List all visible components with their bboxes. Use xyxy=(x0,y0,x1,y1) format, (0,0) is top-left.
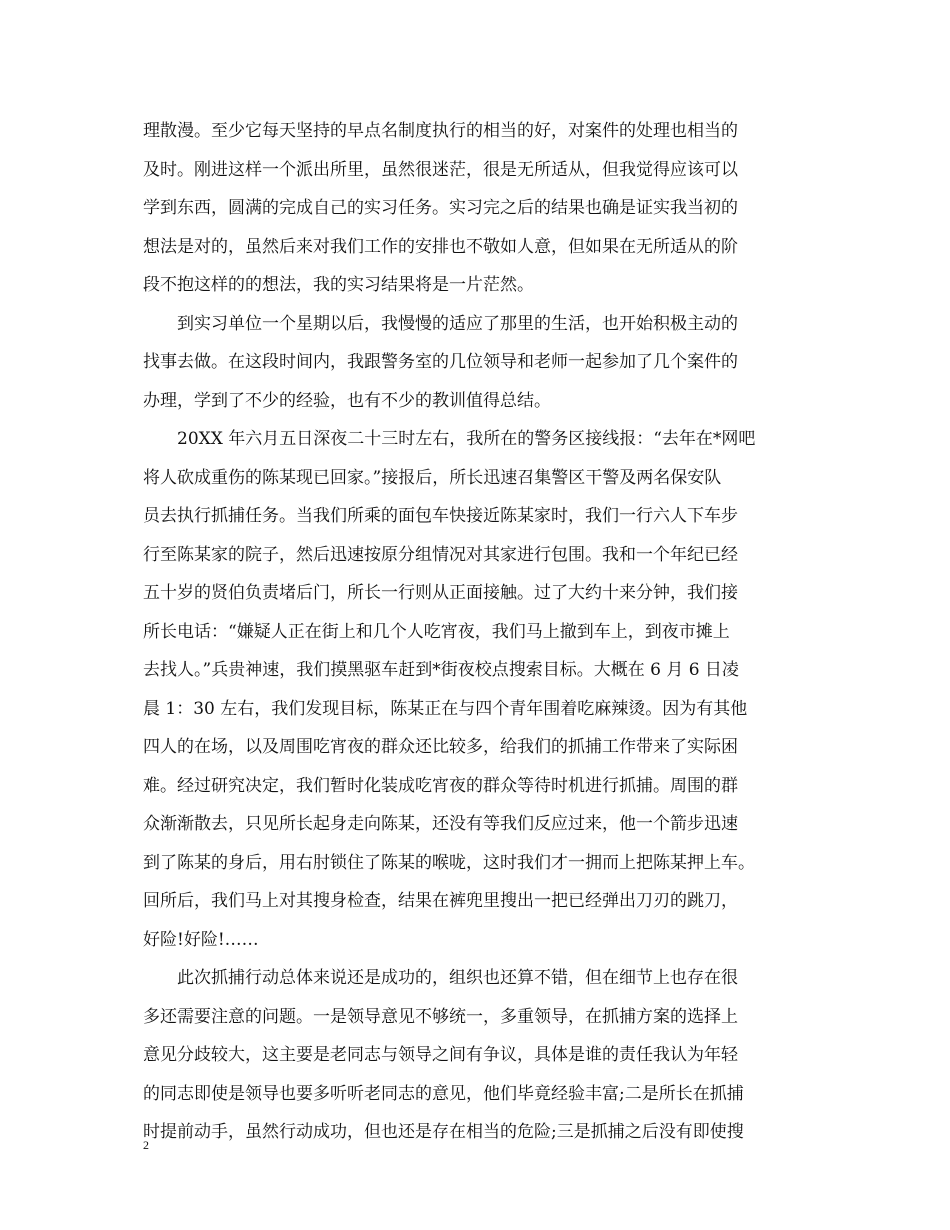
text-line: 五十岁的贤伯负责堵后门，所长一行则从正面接触。过了大约十来分钟，我们接 xyxy=(143,583,738,603)
text-line: 到实习单位一个星期以后，我慢慢的适应了那里的生活，也开始积极主动的 xyxy=(143,313,738,334)
text-line: 将人砍成重伤的陈某现已回家。”接报后，所长迅速召集警区干警及两名保安队 xyxy=(143,467,722,488)
text-line: 20XX 年六月五日深夜二十三时左右，我所在的警务区接线报：“去年在*网吧 xyxy=(143,429,756,449)
text-line: 理散漫。至少它每天坚持的早点名制度执行的相当的好，对案件的处理也相当的 xyxy=(143,121,738,141)
text-line: 的同志即使是领导也要多听听老同志的意见，他们毕竟经验丰富;二是所长在抓捕 xyxy=(143,1083,744,1104)
text-line: 段不抱这样的的想法，我的实习结果将是一片茫然。 xyxy=(143,275,534,295)
text-line: 行至陈某家的院子，然后迅速按原分组情况对其家进行包围。我和一个年纪已经 xyxy=(143,544,738,565)
text-line: 想法是对的，虽然后来对我们工作的安排也不敬如人意，但如果在无所适从的阶 xyxy=(143,236,738,257)
text-line: 去找人。”兵贵神速，我们摸黑驱车赶到*街夜校点搜索目标。大概在 6 月 6 日凌 xyxy=(143,660,739,680)
text-line: 及时。刚进这样一个派出所里，虽然很迷茫，很是无所适从，但我觉得应该可以 xyxy=(143,159,738,180)
text-line: 晨 1：30 左右，我们发现目标，陈某正在与四个青年围着吃麻辣烫。因为有其他 xyxy=(143,698,748,719)
text-line: 时提前动手，虽然行动成功，但也还是存在相当的危险;三是抓捕之后没有即使搜 xyxy=(143,1122,744,1142)
text-line: 找事去做。在这段时间内，我跟警务室的几位领导和老师一起参加了几个案件的 xyxy=(143,352,738,372)
text-line: 此次抓捕行动总体来说还是成功的，组织也还算不错，但在细节上也存在很 xyxy=(143,968,738,988)
text-line: 学到东西，圆满的完成自己的实习任务。实习完之后的结果也确是证实我当初的 xyxy=(143,198,738,218)
text-line: 四人的在场，以及周围吃宵夜的群众还比较多，给我们的抓捕工作带来了实际困 xyxy=(143,737,738,757)
text-line: 好险!好险!…… xyxy=(143,929,259,950)
text-line: 员去执行抓捕任务。当我们所乘的面包车快接近陈某家时，我们一行六人下车步 xyxy=(143,506,738,526)
text-line: 到了陈某的身后，用右肘锁住了陈某的喉咙，这时我们才一拥而上把陈某押上车。 xyxy=(143,852,755,873)
text-line: 回所后，我们马上对其搜身检查，结果在裤兜里搜出一把已经弹出刀刃的跳刀， xyxy=(143,891,738,911)
page-number: 2 xyxy=(143,1138,149,1152)
text-line: 办理，学到了不少的经验，也有不少的教训值得总结。 xyxy=(143,390,551,411)
text-line: 多还需要注意的问题。一是领导意见不够统一，多重领导，在抓捕方案的选择上 xyxy=(143,1006,738,1027)
text-line: 所长电话：“嫌疑人正在街上和几个人吃宵夜，我们马上撤到车上，到夜市摊上 xyxy=(143,621,730,642)
text-line: 意见分歧较大，这主要是老同志与领导之间有争议，具体是谁的责任我认为年轻 xyxy=(143,1045,738,1065)
text-line: 难。经过研究决定，我们暂时化装成吃宵夜的群众等待时机进行抓捕。周围的群 xyxy=(143,775,738,796)
body-text xyxy=(143,116,833,1156)
text-line: 众渐渐散去，只见所长起身走向陈某，还没有等我们反应过来，他一个箭步迅速 xyxy=(143,814,738,834)
